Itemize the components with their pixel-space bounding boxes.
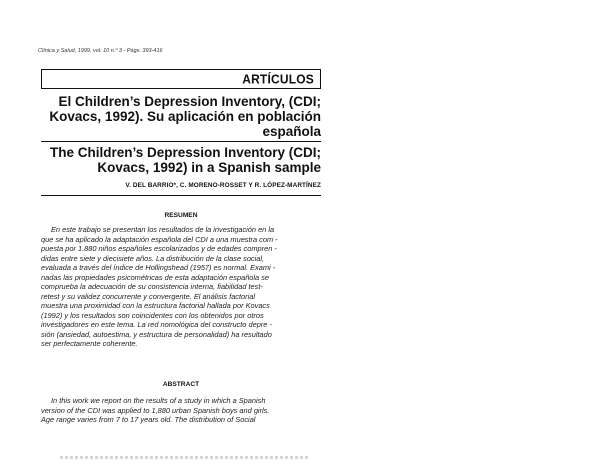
title-en-line: Kovacs, 1992) in a Spanish sample [97, 160, 321, 175]
title-es-line: El Children’s Depression Inventory, (CDI; [58, 94, 321, 109]
abstract-line: Age range varies from 7 to 17 years old. The distribution of Social [41, 415, 256, 424]
abstract-body [41, 396, 325, 425]
resumen-line: nadas las propiedades psicométricas de esta adaptación española se [41, 272, 270, 282]
title-en-line: The Children’s Depression Inventory (CDI; [49, 145, 321, 160]
resumen-line: didas entre siete y diecisiete años. La distribución de la clase social, [41, 253, 265, 263]
journal-citation: Clínica y Salud, 1999, vol. 10 n.º 3 - Págs. 393-416 [38, 48, 163, 54]
resumen-line: evaluada a través del índice de Hollingshead (1957) es normal. Exami - [41, 263, 276, 272]
resumen-line: comprueba la adecuación de su consistencia interna, fiabilidad test- [41, 282, 263, 291]
resumen-line: que se ha aplicado la adaptación española del CDI a una muestra com - [41, 234, 278, 244]
title-english [41, 145, 321, 175]
page-footer-artifact [60, 456, 310, 459]
author-list: V. DEL BARRIO*, C. MORENO-ROSSET Y R. LÓPEZ-MARTÍNEZ [125, 182, 321, 189]
title-divider [41, 141, 321, 142]
author-divider [41, 195, 321, 196]
section-label: ARTÍCULOS [242, 71, 314, 87]
resumen-line: investigadores en este tema. La red nomológica del constructo depre - [41, 320, 272, 329]
resumen-line: (1992) y los resultados son coincidentes con los obtenidos por otros [41, 310, 264, 320]
abstract-line: version of the CDI was applied to 1,880 urban Spanish boys and girls. [41, 405, 270, 415]
title-es-line: Kovacs, 1992). Su aplicación en población [49, 109, 321, 124]
resumen-line: sión (ansiedad, autoestima, y estructura de personalidad) ha resultado [41, 329, 272, 339]
abstract-line: In this work we report on the results of a study in which a Spanish [51, 396, 266, 405]
resumen-line: puesta por 1.880 niños españoles escolarizados y de edades compren - [41, 244, 277, 253]
abstract-heading: ABSTRACT [162, 381, 200, 388]
section-banner [41, 69, 321, 89]
title-spanish [41, 94, 321, 139]
resumen-heading: RESUMEN [164, 212, 198, 219]
resumen-body [41, 225, 325, 349]
resumen-line: muestra una proximidad con la estructura factorial hallada por Kovacs [41, 301, 270, 310]
title-es-line: española [262, 124, 321, 139]
resumen-line: ser perfectamente coherente. [41, 339, 138, 348]
resumen-line: retest y su validez concurrente y convergente. El análisis factorial [41, 291, 256, 301]
resumen-line: En este trabajo se presentan los resultados de la investigación en la [51, 225, 275, 234]
